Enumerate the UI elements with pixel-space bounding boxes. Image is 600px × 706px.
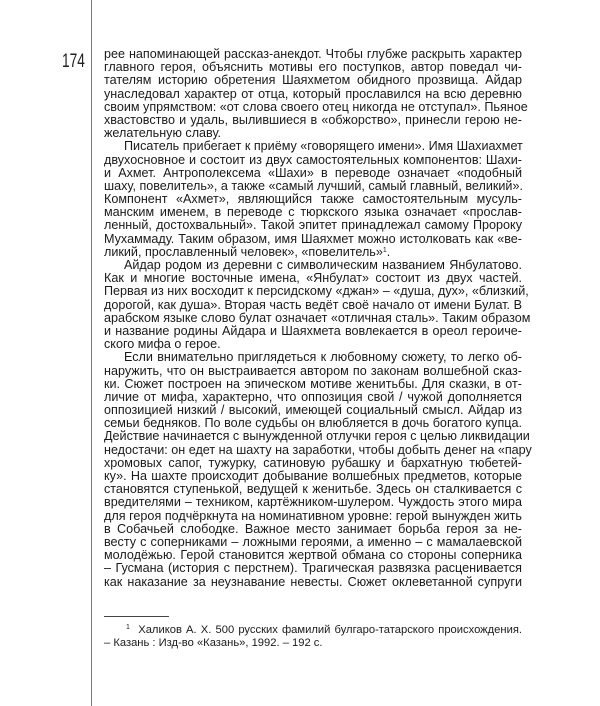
line-text: и название родины Айдара и Шаяхмета вовлекается в ореол героиче- [104, 323, 522, 338]
footnote-marker: 1 [126, 624, 130, 631]
line-text: унаследовал характер от отца, который прославился на всю деревню [104, 86, 522, 101]
line-text: ликий, прославленный человек», «повелитель» [104, 244, 383, 259]
line-text: Мухаммаду. Таким образом, имя Шаяхмет можно истолковать как «ве- [104, 231, 522, 246]
line-text: личие от мифа, характерно, что оппозиция свой / чужой дополняется [104, 389, 522, 404]
line-text: для героя подчёркнута на номинативном уровне: герой вынужден жить [104, 508, 522, 523]
line-text: Компонент «Ахмет», являющийся также самостоятельным мусуль- [104, 192, 522, 207]
footnote-line [104, 624, 522, 637]
line-text: манским именем, в переводе с тюркского языка означает «прослав- [104, 205, 522, 220]
footnote-reference[interactable]: 1 [382, 246, 387, 254]
line-text: Как и многие восточные имена, «Янбулат» состоит из двух частей. [104, 271, 522, 286]
line-text: оппозицией низкий / высокий, имеющей социальный смысл. Айдар из [104, 403, 522, 418]
line-text: Действие начинается с вынужденной отлучки героя с целью ликвидации [104, 429, 530, 444]
line-text: ки. Сюжет построен на эпическом мотиве женитьбы. Для сказки, в от- [104, 376, 522, 391]
line-text: молодёжью. Герой становится жертвой обмана со стороны соперника [104, 548, 522, 563]
line-text: вредителями – техником, картёжником-шулером. Чуждость этого мира [104, 495, 522, 510]
line-text: двухосновное и состоит из двух самостоятельных компонентов: Шахи- [104, 152, 522, 167]
line-text: арабском языке слово булат означает «отличная сталь». Таким образом [104, 310, 531, 325]
line-text: становятся ступенькой, ведущей к женитьбе. Здесь он сталкивается с [104, 482, 522, 497]
line-text: ку». На шахте происходит добывание волшебных предметов, которые [104, 469, 522, 483]
footnote-line: – Казань : Изд-во «Казань», 1992. – 192 с. [104, 637, 323, 649]
line-text: дорогой, как душа». Вторая часть ведёт своё начало от имени Булат. В [104, 297, 522, 312]
text-line [104, 576, 522, 589]
period: . [386, 244, 391, 259]
line-text: ского мифа о герое. [104, 337, 221, 352]
footnote-text: Халиков А. Х. 500 русских фамилий булгаро-татарского происхождения. [138, 624, 523, 636]
line-text: как наказание за неузнавание невесты. Сюжет оклеветанной супруги [104, 574, 522, 589]
line-text: главного героя, объяснить мотивы его поступков, автор поведал чи- [104, 60, 522, 75]
line-text: желательную славу. [104, 126, 222, 141]
line-text: в Собачьей слободке. Важное место занимает борьба героя за не- [104, 521, 522, 536]
line-text: рее напоминающей рассказ-анекдот. Чтобы глубже раскрыть характер [104, 47, 522, 61]
page-number: 174 [62, 51, 85, 72]
line-text: своим упрямством: «от слова своего отец никогда не отступал». Пьяное [104, 99, 528, 114]
line-text: недостачи: он едет на шахту на заработки, чтобы добыть денег на «пару [104, 442, 532, 457]
page-margin-rule [91, 0, 92, 706]
line-text: Первая из них восходит к персидскому «джан» – «душа, дух», «близкий, [104, 284, 529, 299]
line-text: хвастовство и удаль, вылившиеся в «обжорство», принесли герою не- [104, 112, 522, 127]
footnote-separator [104, 616, 169, 617]
footnote [104, 624, 522, 650]
line-text: хромовых сапог, тужурку, сатиновую рубашку и бархатную тюбетей- [104, 455, 522, 470]
line-text: шаху, повелитель», а также «самый лучший, самый главный, великий». [104, 178, 523, 193]
line-text: тателям историю обретения Шаяхметом обидного прозвища. Айдар [104, 73, 522, 88]
main-text [104, 47, 532, 589]
line-text: Айдар родом из деревни с символическим названием Янбулатово. [124, 258, 522, 272]
line-text: Если внимательно приглядеться к любовному сюжету, то легко об- [124, 350, 522, 365]
line-text: семьи бедняков. По воле судьбы он влюбляется в дочь богатого купца. [104, 416, 522, 431]
line-text: и Ахмет. Антрополексема «Шахи» в переводе означает «подобный [104, 165, 522, 180]
line-text: весту с соперниками – ложными героями, а именно – с мамалаевской [104, 534, 522, 549]
line-text: наружить, что он выстраивается автором по законам волшебной сказ- [104, 363, 522, 378]
line-text: ленный, достохвальный». Такой эпитет принадлежал самому Пророку [104, 218, 522, 233]
line-text: – Гусмана (история с перстнем). Трагическая развязка расценивается [104, 561, 522, 576]
line-text: Писатель прибегает к приёму «говорящего имени». Имя Шахиахмет [124, 139, 523, 154]
